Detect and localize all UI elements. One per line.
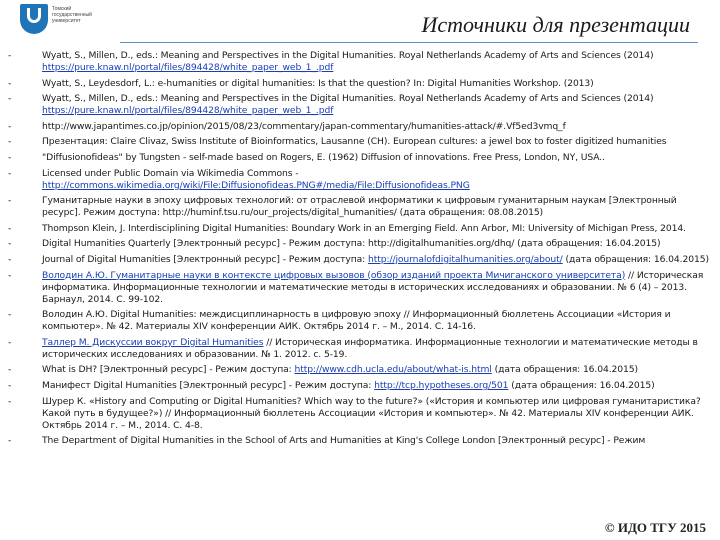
reference-text: Wyatt, S., Millen, D., eds.: Meaning and Perspectives in the Digital Humanities. Royal Netherlands Academy of Arts and Sciences (2014) [42,93,654,105]
reference-tail: (дата обращения: 16.04.2015) [494,364,639,376]
reference-tail: (дата обращения: 16.04.2015) [511,379,655,391]
list-dash: - [8,336,12,348]
reference-text: Thompson Klein, J. Interdisciplining Digital Humanities: Boundary Work in an Emerging Field. Ann Arbor, MI: University of Michigan Press, 2014. [42,222,686,234]
reference-item [8,136,714,148]
reference-text: Гуманитарные науки в эпоху цифровых технологий: от отраслевой информатики к цифровым гуманитарным наукам [Электронный ресурс]. Режим доступа: http://huminf.tsu.ru/our_projects/digital_humanities/ (дата обращения: 08.08.2015) [42,195,677,219]
list-dash: - [8,269,12,281]
reference-text: Wyatt, S., Leydesdorf, L.: e-humanities or digital humanities: Is that the question? In: Digital Humanities Workshop. (2013) [42,77,594,89]
list-dash: - [8,435,12,447]
list-dash: - [8,77,12,89]
reference-list [8,50,714,451]
list-dash: - [8,50,12,61]
reference-item [8,78,714,90]
list-dash: - [8,195,12,207]
list-dash: - [8,253,12,265]
reference-item [8,254,714,266]
reference-link[interactable]: http://commons.wikimedia.org/wiki/File:Diffusionofideas.PNG#/media/File:Diffusionofideas.PNG [42,179,470,191]
reference-item [8,380,714,392]
reference-text: Wyatt, S., Millen, D., eds.: Meaning and Perspectives in the Digital Humanities. Royal Netherlands Academy of Arts and Sciences (2014) [42,50,654,61]
reference-item [8,309,714,333]
reference-text: Шурер К. «History and Computing or Digital Humanities? Which way to the future?» («История и компьютер или цифровая гуманитаристика? Какой путь в будущее?») // Информационный бюллетень Ассоциации «История и компьютер». № 42. Материалы XIV конференции АИК. Октябрь 2014 г. – М., 2014. С. 4-8. [42,395,701,431]
reference-text: http://www.japantimes.co.jp/opinion/2015/08/23/commentary/japan-commentary/humanities-attack/#.Vf5ed3vmq_f [42,120,566,132]
reference-link[interactable]: https://pure.knaw.nl/portal/files/894428/white_paper_web_1_.pdf [42,62,334,73]
list-dash: - [8,395,12,407]
reference-tail: (дата обращения: 16.04.2015) [565,253,709,265]
reference-text: The Department of Digital Humanities in the School of Arts and Humanities at King's College London [Электронный ресурс] - Режим [42,435,646,447]
reference-text: Licensed under Public Domain via Wikimedia Commons - [42,167,299,179]
reference-item [8,396,714,432]
reference-item [8,337,714,361]
reference-item [8,195,714,219]
list-dash: - [8,238,12,250]
list-dash: - [8,222,12,234]
list-dash: - [8,93,12,105]
reference-item [8,238,714,250]
reference-item [8,93,714,117]
reference-item [8,152,714,164]
reference-item [8,223,714,235]
copyright-footer: © ИДО ТГУ 2015 [604,520,706,535]
reference-link[interactable]: https://pure.knaw.nl/portal/files/894428/white_paper_web_1_.pdf [42,105,334,117]
list-dash: - [8,167,12,179]
reference-item [8,168,714,192]
logo-caption: Томский государственный университет [52,6,92,24]
title-divider [120,42,698,43]
reference-link[interactable]: Володин А.Ю. Гуманитарные науки в контексте цифровых вызовов (обзор изданий проекта Мичиганского университета) [42,269,626,281]
list-dash: - [8,136,12,148]
list-dash: - [8,379,12,391]
reference-text: Journal of Digital Humanities [Электронный ресурс] - Режим доступа: [42,253,366,265]
list-dash: - [8,120,12,132]
slide-title: Источники для презентации [421,12,690,37]
list-dash: - [8,151,12,163]
reference-text: Манифест Digital Humanities [Электронный ресурс] - Режим доступа: [42,379,372,391]
reference-link[interactable]: http://www.cdh.ucla.edu/about/what-is.html [294,364,492,376]
reference-link[interactable]: http://tcp.hypotheses.org/501 [374,379,509,391]
reference-link[interactable]: Таллер М. Дискуссии вокруг Digital Humanities [42,336,264,348]
reference-text: What is DH? [Электронный ресурс] - Режим доступа: [42,364,292,376]
reference-text: Digital Humanities Quarterly [Электронный ресурс] - Режим доступа: http://digitalhumanities.org/dhq/ (дата обращения: 16.04.2015) [42,238,661,250]
reference-tail: // Историческая информатика. Информационные технологии и математические методы в исторических исследованиях и образовании. № 6 (4) – 2013. Барнаул, 2014. С. 99-102. [42,269,704,305]
reference-item [8,364,714,376]
list-dash: - [8,309,12,321]
reference-link[interactable]: http://journalofdigitalhumanities.org/about/ [368,253,563,265]
reference-tail: // Историческая информатика. Информационные технологии и математические методы в исторических исследованиях и образовании. № 1. 2012. с. 5-19. [42,336,698,360]
list-dash: - [8,364,12,376]
reference-item [8,50,714,74]
university-logo [20,4,92,34]
university-emblem-icon [20,4,48,34]
reference-text: Презентация: Claire Clivaz, Swiss Institute of Bioinformatics, Lausanne (CH). European cultures: a jewel box to foster digitized humanities [42,136,667,148]
reference-text: "Diffusionofideas" by Tungsten - self-made based on Rogers, E. (1962) Diffusion of innovations. Free Press, London, NY, USA.. [42,151,605,163]
reference-text: Володин А.Ю. Digital Humanities: междисциплинарность в цифровую эпоху // Информационный бюллетень Ассоциации «История и компьютер». № 42. Материалы XIV конференции АИК. Октябрь 2014 г. – М., 2014. С. 14-16. [42,309,671,333]
reference-item [8,270,714,306]
reference-item [8,121,714,133]
reference-item [8,435,714,447]
